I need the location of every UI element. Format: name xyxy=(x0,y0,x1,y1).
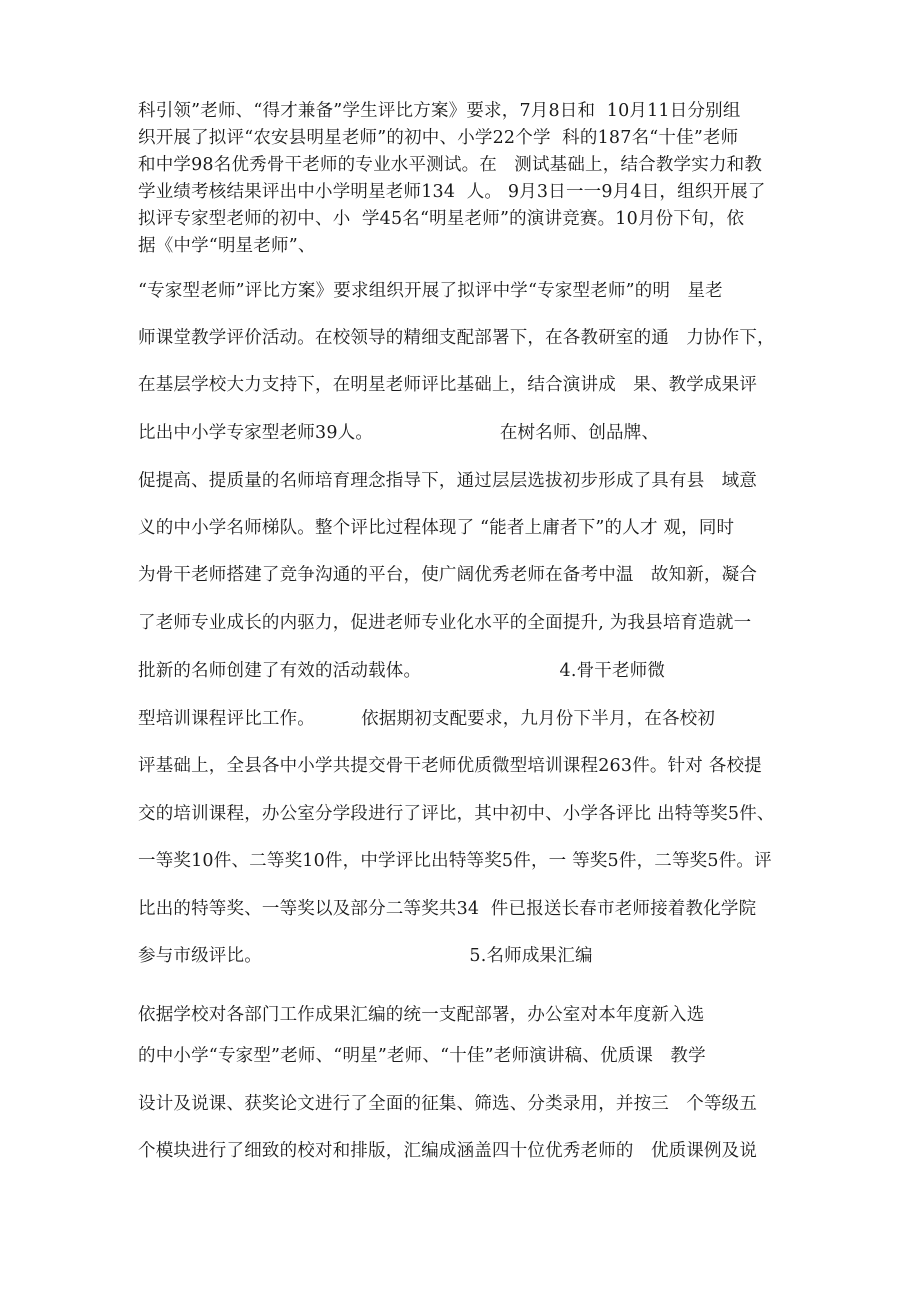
text-line: 为骨干老师搭建了竞争沟通的平台，使广阔优秀老师在备考中温 故知新，凝合 xyxy=(138,565,758,585)
text-line: 个模块进行了细致的校对和排版，汇编成涵盖四十位优秀老师的 优质课例及说 xyxy=(138,1141,758,1161)
text-line: 比出中小学专家型老师39人。 在树名师、创品牌、 xyxy=(138,423,660,443)
text-line: 据《中学“明星老师”、 xyxy=(138,236,316,256)
text-line: 促提高、提质量的名师培育理念指导下，通过层层选拔初步形成了具有县 域意 xyxy=(138,471,758,491)
text-line: 了老师专业成长的内驱力，促进老师专业化水平的全面提升, 为我县培育造就一 xyxy=(138,613,752,633)
text-line: 义的中小学名师梯队。整个评比过程体现了 “能者上庸者下”的人才 观，同时 xyxy=(138,518,735,538)
text-line: 的中小学“专家型”老师、“明星”老师、“十佳”老师演讲稿、优质课 教学 xyxy=(138,1046,706,1066)
text-line: 依据学校对各部门工作成果汇编的统一支配部署，办公室对本年度新入选 xyxy=(138,1005,705,1025)
text-line: 织开展了拟评“农安县明星老师”的初中、小学22个学 科的187名“十佳”老师 xyxy=(138,128,739,148)
text-line: 师课堂教学评价活动。在校领导的精细支配部署下，在各教研室的通 力协作下， xyxy=(138,328,775,348)
text-line: 评基础上，全县各中小学共提交骨干老师优质微型培训课程263件。针对 各校提 xyxy=(138,756,762,776)
text-line: 一等奖10件、二等奖10件，中学评比出特等奖5件，一 等奖5件，二等奖5件。评 xyxy=(138,851,772,871)
text-line: 比出的特等奖、一等奖以及部分二等奖共34 件已报送长春市老师接着教化学院 xyxy=(138,899,757,919)
text-line: 设计及说课、获奖论文进行了全面的征集、筛选、分类录用，并按三 个等级五 xyxy=(138,1094,758,1114)
text-line: “专家型老师”评比方案》要求组织开展了拟评中学“专家型老师”的明 星老 xyxy=(138,281,723,301)
text-line: 参与市级评比。 5.名师成果汇编 xyxy=(138,946,593,966)
text-line: 型培训课程评比工作。 依据期初支配要求，九月份下半月，在各校初 xyxy=(138,709,716,729)
text-line: 科引领”老师、“得才兼备”学生评比方案》要求，7月8日和 10月11日分别组 xyxy=(138,101,741,121)
text-line: 交的培训课程，办公室分学段进行了评比，其中初中、小学各评比 出特等奖5件、 xyxy=(138,804,775,824)
text-line: 批新的名师创建了有效的活动载体。 4.骨干老师微 xyxy=(138,661,666,681)
text-line: 在基层学校大力支持下，在明星老师评比基础上，结合演讲成 果、教学成果评 xyxy=(138,375,758,395)
text-line: 学业绩考核结果评出中小学明星老师134 人。 9月3日一一9月4日，组织开展了 xyxy=(138,182,766,202)
text-line: 和中学98名优秀骨干老师的专业水平测试。在 测试基础上，结合教学实力和教 xyxy=(138,155,763,175)
text-line: 拟评专家型老师的初中、小 学45名“明星老师”的演讲竞赛。10月份下旬，依 xyxy=(138,209,745,229)
